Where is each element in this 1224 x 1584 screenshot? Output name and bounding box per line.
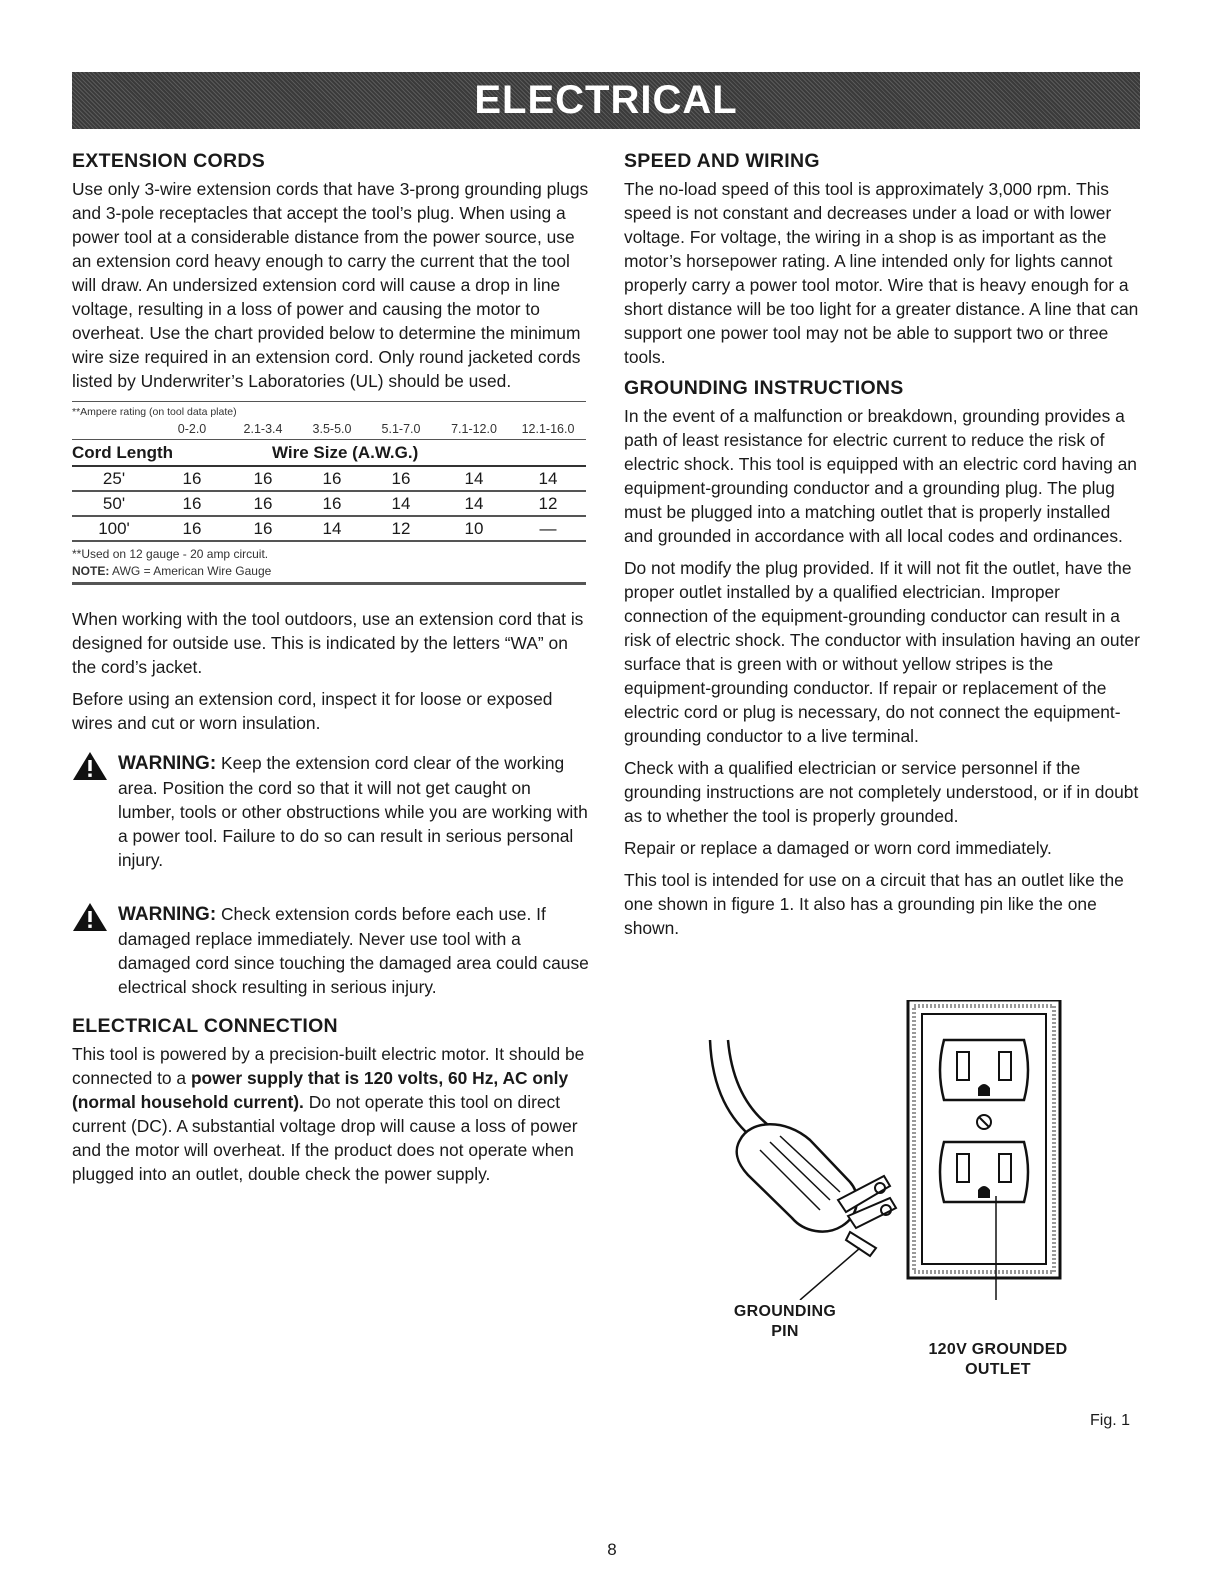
page-number: 8 [607, 1540, 617, 1559]
outlet-label-line2: OUTLET [965, 1361, 1031, 1378]
ampere-spacer [72, 422, 156, 436]
wire-size-cell: 16 [391, 469, 411, 488]
grounding-text: Do not modify the plug provided. If it will not fit the outlet, have the proper outlet installed by a qualified electrician. Improper connection of the equipment-grounding conductor can result in a risk of electric shock. The conductor with insulation having an outer surface that is green with or without yellow stripes is the equipment-grounding conductor. If repair or replacement of the electric cord or plug is necessary, do not connect the equipment-grounding conductor to a live terminal. [624, 558, 1140, 746]
warning-body: Keep the extension cord clear of the working area. Position the cord so that it will not get caught on lumber, tools or other obstructions while you are working with a power tool. Failure to do so can result in serious personal injury. [118, 753, 588, 870]
inspect-cord-text: Before using an extension cord, inspect it for loose or exposed wires and cut or worn insulation. [72, 689, 553, 733]
wire-size-cell: 16 [253, 469, 273, 488]
speed-wiring-text: The no-load speed of this tool is approximately 3,000 rpm. This speed is not constant and decreases under a load or with lower voltage. For voltage, the wiring in a shop is as important as the motor’s horsepower rating. A line intended only for lights cannot properly carry a power tool motor. Wire that is heavy enough for a short distance will be too light for a greater distance. A line that can support one power tool may not be able to support two or three tools. [624, 179, 1139, 367]
warning-block-cord-clear [72, 751, 592, 872]
grounding-pin-label-line1: GROUNDING [733, 1303, 837, 1320]
grounding-text: In the event of a malfunction or breakdown, grounding provides a path of least resistance for electric current to reduce the risk of electric shock. This tool is equipped with an electric cord having an equipment-grounding conductor and a grounding plug. The plug must be plugged into a matching outlet that is properly installed and grounded in accordance with all local codes and ordinances. [624, 406, 1137, 546]
awg-note [72, 563, 586, 580]
grounding-text: Check with a qualified electrician or service personnel if the grounding instructions are not completely understood, or if in doubt as to whether the tool is properly grounded. [624, 758, 1139, 826]
grounding-text: This tool is intended for use on a circuit that has an outlet like the one shown in figure 1. It also has a grounding pin like the one shown. [624, 870, 1124, 938]
ampere-range: 7.1-12.0 [451, 422, 497, 436]
section-banner [72, 72, 1140, 129]
right-column [624, 150, 1144, 948]
connection-text-pre: This tool is powered by a precision-built electric motor. It should be connected to a [72, 1044, 585, 1088]
warning-label: WARNING: [118, 753, 217, 774]
used-note: **Used on 12 gauge - 20 amp circuit. [72, 547, 269, 561]
electrical-connection-heading: ELECTRICAL CONNECTION [72, 1015, 338, 1037]
table-header [72, 440, 586, 467]
awg-note-label: NOTE: [72, 564, 110, 578]
wire-size-cell: 16 [182, 519, 202, 538]
wire-size-cell: 10 [464, 519, 484, 538]
wire-size-cell: 16 [253, 494, 273, 513]
header-wire-size: Wire Size (A.W.G.) [272, 443, 419, 462]
grounding-instructions-heading: GROUNDING INSTRUCTIONS [624, 377, 904, 399]
cord-length-cell: 100' [98, 519, 130, 538]
section-title: ELECTRICAL [474, 78, 738, 122]
table-row [72, 492, 586, 517]
warning-label: WARNING: [118, 904, 217, 925]
warning-text [118, 902, 592, 999]
wire-size-cell: 16 [182, 469, 202, 488]
figure-caption: Fig. 1 [1090, 1412, 1131, 1429]
wire-size-cell: 16 [253, 519, 273, 538]
grounding-pin-label [730, 1302, 840, 1342]
grounding-pin-label-line2: PIN [771, 1323, 799, 1340]
wire-size-cell: 16 [322, 469, 342, 488]
cord-length-cell: 25' [102, 469, 126, 488]
connection-text-post: Do not operate this tool on direct current (DC). A substantial voltage drop will cause a loss of power and the motor will overheat. If the product does not operate when plugged into an outlet, double check the power supply. [72, 1092, 578, 1184]
wire-size-cell: 14 [538, 469, 558, 488]
warning-triangle-icon [72, 751, 108, 781]
warning-block-check-cords [72, 902, 592, 999]
table-row [72, 517, 586, 542]
cord-length-cell: 50' [102, 494, 126, 513]
warning-triangle-icon [72, 902, 108, 932]
header-cord-length: Cord Length [72, 443, 174, 462]
ampere-range: 5.1-7.0 [381, 422, 421, 436]
wire-size-cell: 16 [322, 494, 342, 513]
plug-and-outlet-illustration [700, 1000, 1144, 1300]
left-column [72, 150, 592, 1194]
warning-body: Check extension cords before each use. If damaged replace immediately. Never use tool with a damaged cord since touching the damaged area could cause electrical shock resulting in serious injury. [118, 904, 589, 997]
wire-size-cell: 14 [464, 469, 484, 488]
awg-note-text: AWG = American Wire Gauge [109, 564, 272, 578]
wire-size-cell: 14 [391, 494, 411, 513]
wire-size-cell: 12 [391, 519, 411, 538]
grounding-text: Repair or replace a damaged or worn cord immediately. [624, 838, 1052, 858]
wire-size-cell: 12 [538, 494, 558, 513]
figure-grounded-outlet [700, 1000, 1144, 1440]
electrical-connection-text [72, 1042, 592, 1186]
wire-size-table [72, 401, 586, 585]
ampere-range: 0-2.0 [177, 422, 207, 436]
ampere-range: 3.5-5.0 [312, 422, 352, 436]
outdoor-use-text: When working with the tool outdoors, use an extension cord that is designed for outside use. This is indicated by the letters “WA” on the cord’s jacket. [72, 609, 584, 677]
ampere-ranges-row [72, 420, 586, 440]
ampere-range: 12.1-16.0 [521, 422, 575, 436]
ampere-note: **Ampere rating (on tool data plate) [72, 406, 237, 418]
wire-size-cell: 14 [464, 494, 484, 513]
wire-size-cell: — [539, 519, 557, 538]
table-footnotes [72, 542, 586, 582]
speed-wiring-heading: SPEED AND WIRING [624, 150, 820, 172]
table-row [72, 467, 586, 492]
extension-cords-heading: EXTENSION CORDS [72, 150, 266, 172]
wire-size-cell: 16 [182, 494, 202, 513]
outlet-label-line1: 120V GROUNDED [928, 1341, 1068, 1358]
warning-text [118, 751, 592, 872]
extension-cords-text: Use only 3-wire extension cords that have 3-prong grounding plugs and 3-pole receptacles that accept the tool’s plug. When using a power tool at a considerable distance from the power source, use an extension cord heavy enough to carry the current that the tool will draw. An undersized extension cord will cause a drop in line voltage, resulting in a loss of power and causing the motor to overheat. Use the chart provided below to determine the minimum wire size required in an extension cord. Only round jacketed cords listed by Underwriter’s Laboratories (UL) should be used. [72, 179, 589, 391]
outlet-label [918, 1340, 1078, 1380]
connection-text-bold: power supply that is 120 volts, 60 Hz, AC only (normal household current). [72, 1068, 569, 1112]
ampere-range: 2.1-3.4 [243, 422, 283, 436]
wire-size-cell: 14 [322, 519, 342, 538]
